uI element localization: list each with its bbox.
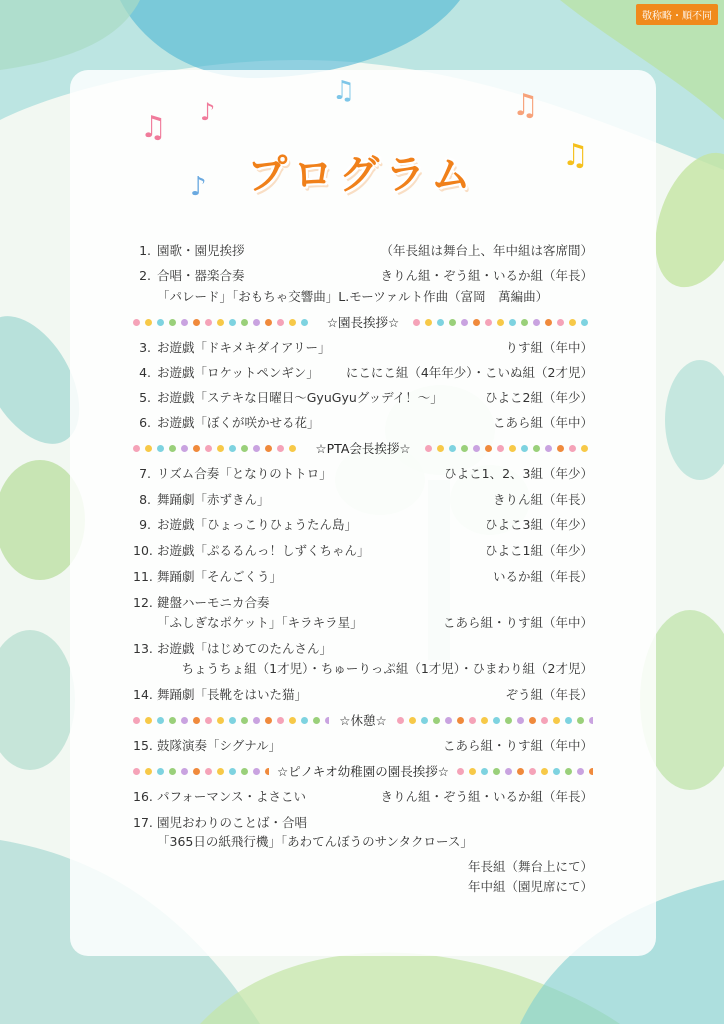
- item-performer: こあら組（年中）: [492, 415, 593, 430]
- separator-label: ☆園長挨拶☆: [326, 315, 400, 330]
- item-program: 合唱・器楽合奏: [157, 268, 245, 283]
- item-performer: 年長組（舞台上にて）: [467, 859, 593, 874]
- item-number: 7.: [139, 466, 151, 481]
- item-program: 舞踊劇「そんごくう」: [157, 569, 283, 584]
- item-performer: きりん組・ぞう組・いるか組（年長）: [380, 789, 593, 804]
- item-number: 15.: [133, 738, 153, 753]
- music-note-icon: ♫: [562, 138, 589, 173]
- music-note-icon: ♫: [512, 88, 539, 123]
- music-note-icon: ♪: [190, 172, 207, 202]
- item-program: 園児おわりのことば・合唱: [157, 815, 308, 830]
- program-item: [133, 736, 593, 756]
- separator-pta: [133, 439, 593, 459]
- item-program: 舞踊劇「赤ずきん」: [157, 492, 270, 507]
- program-item: [133, 541, 593, 561]
- page-title: プログラム: [247, 152, 477, 198]
- item-performer: きりん組（年長）: [492, 492, 593, 507]
- item-program: お遊戯「ぷるるんっ！しずくちゃん」: [157, 543, 370, 558]
- item-program: 鍵盤ハーモニカ合奏: [157, 595, 270, 610]
- program-item: [133, 813, 593, 833]
- item-performer: ひよこ1、2、3組（年少）: [444, 466, 593, 481]
- item-program: お遊戯「はじめてのたんさん」: [157, 641, 333, 656]
- program-item: [133, 593, 593, 613]
- separator-label: ☆ピノキオ幼稚園の園長挨拶☆: [277, 764, 449, 779]
- item-number: 4.: [139, 365, 151, 380]
- item-number: 11.: [133, 569, 153, 584]
- item-detail: 「ふしぎなポケット」「キラキラ星」: [157, 615, 363, 630]
- music-note-icon: ♫: [332, 76, 356, 106]
- item-performer: にこにこ組（4年年少）・こいぬ組（2才児）: [345, 365, 593, 380]
- item-performer: こあら組・りす組（年中）: [442, 738, 593, 753]
- program-item: [133, 490, 593, 510]
- music-note-icon: ♫: [140, 110, 167, 145]
- item-detail: 「パレード」「おもちゃ交響曲」L.モーツァルト作曲（富岡 萬編曲）: [157, 289, 549, 304]
- item-program: お遊戯「ドキメキダイアリー」: [157, 340, 331, 355]
- item-program: 鼓隊演奏「シグナル」: [157, 738, 282, 753]
- item-program: リズム合奏「となりのトトロ」: [157, 466, 332, 481]
- item-program: お遊戯「ロケットペンギン」: [157, 365, 319, 380]
- separator-break: [133, 711, 593, 731]
- item-performer: ちょうちょ組（1才児）・ちゅーりっぷ組（1才児）・ひまわり組（2才児）: [181, 661, 593, 676]
- separator-principal: [133, 313, 593, 333]
- program-item: [133, 363, 593, 383]
- item-performer: ぞう組（年長）: [505, 687, 593, 702]
- item-performer: （年長組は舞台上、年中組は客席間）: [380, 243, 593, 258]
- item-number: 12.: [133, 595, 153, 610]
- separator-label: ☆PTA会長挨拶☆: [315, 441, 411, 456]
- program-item: [133, 567, 593, 587]
- item-performer: ひよこ3組（年少）: [485, 517, 593, 532]
- item-performer: きりん組・ぞう組・いるか組（年長）: [380, 268, 593, 283]
- item-number: 9.: [139, 517, 151, 532]
- item-program: 舞踊劇「長靴をはいた猫」: [157, 687, 308, 702]
- separator-label: ☆休憩☆: [339, 713, 387, 728]
- item-performer: いるか組（年長）: [492, 569, 593, 584]
- item-number: 6.: [139, 415, 151, 430]
- badge-honorifics: 敬称略・順不同: [636, 4, 718, 25]
- program-item: [133, 464, 593, 484]
- program-item: [133, 787, 593, 807]
- item-number: 16.: [133, 789, 153, 804]
- item-number: 2.: [139, 268, 151, 283]
- item-number: 13.: [133, 641, 153, 656]
- program-item: [133, 266, 593, 286]
- item-number: 10.: [133, 543, 153, 558]
- item-detail: 「365日の紙飛行機」「あわてんぼうのサンタクロース」: [157, 834, 473, 849]
- item-performer: りす組（年中）: [505, 340, 593, 355]
- music-note-icon: ♪: [200, 98, 216, 126]
- program-item: [133, 413, 593, 433]
- item-program: お遊戯「ステキな日曜日～GyuGyuグッデイ！～」: [157, 390, 443, 405]
- program-item: [133, 639, 593, 659]
- item-performer: ひよこ1組（年少）: [485, 543, 593, 558]
- program-item: [133, 241, 593, 261]
- item-number: 17.: [133, 815, 153, 830]
- item-performer: こあら組・りす組（年中）: [442, 615, 593, 630]
- item-number: 1.: [139, 243, 151, 258]
- item-performer: 年中組（園児席にて）: [467, 879, 593, 894]
- item-number: 8.: [139, 492, 151, 507]
- program-item: [133, 338, 593, 358]
- item-performer: ひよこ2組（年少）: [485, 390, 593, 405]
- item-number: 5.: [139, 390, 151, 405]
- item-number: 14.: [133, 687, 153, 702]
- program-item: [133, 685, 593, 705]
- separator-pinocchio: [133, 762, 593, 782]
- item-number: 3.: [139, 340, 151, 355]
- item-program: 園歌・園児挨拶: [157, 243, 245, 258]
- program-item: [133, 388, 593, 408]
- item-program: お遊戯「ひょっこりひょうたん島」: [157, 517, 358, 532]
- program-item: [133, 515, 593, 535]
- item-program: お遊戯「ぼくが咲かせる花」: [157, 415, 320, 430]
- item-program: パフォーマンス・よさこい: [157, 789, 307, 804]
